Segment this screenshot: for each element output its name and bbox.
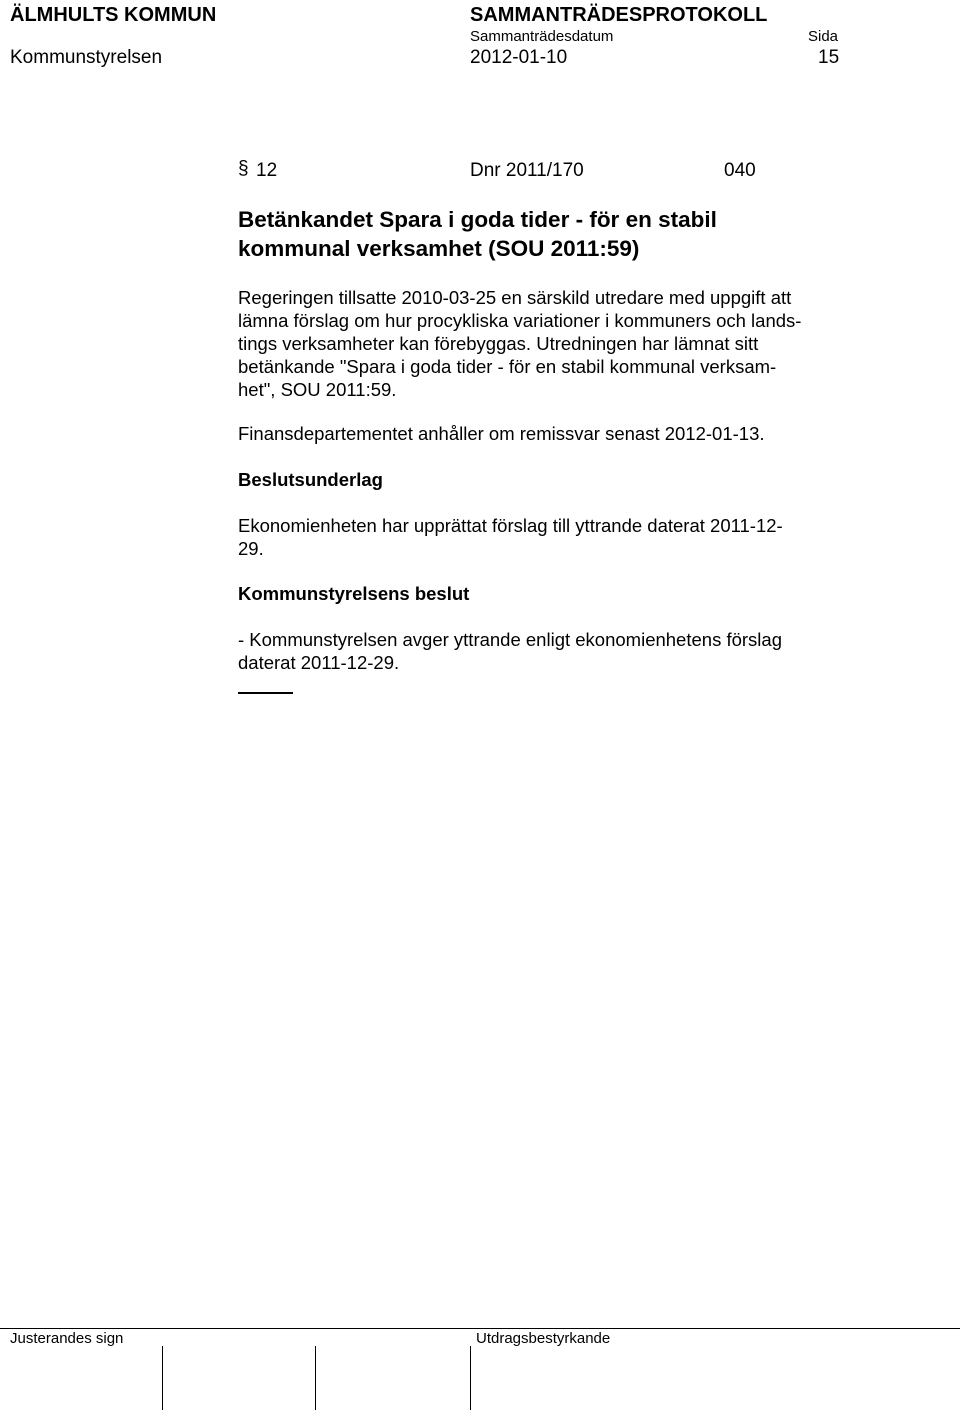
beslut-heading: Kommunstyrelsens beslut xyxy=(238,583,470,604)
paragraph-line: 29. xyxy=(238,538,264,559)
paragraph-line: het", SOU 2011:59. xyxy=(238,379,397,400)
archive-code: 040 xyxy=(724,160,756,181)
end-rule xyxy=(238,692,293,694)
paragraph-line: daterat 2011-12-29. xyxy=(238,652,400,673)
section-symbol: § xyxy=(238,158,249,179)
signature-box-divider xyxy=(470,1346,471,1410)
meeting-date-label: Sammanträdesdatum xyxy=(470,28,614,45)
footer-rule xyxy=(0,1328,960,1329)
municipality-name: ÄLMHULTS KOMMUN xyxy=(10,4,217,26)
remiss-paragraph: Finansdepartementet anhåller om remissvar senast 2012-01-13. xyxy=(238,423,765,444)
beslutsunderlag-heading: Beslutsunderlag xyxy=(238,469,383,490)
item-title xyxy=(238,205,717,263)
beslut-paragraph xyxy=(238,628,782,674)
beslutsunderlag-paragraph xyxy=(238,514,783,560)
title-line: kommunal verksamhet (SOU 2011:59) xyxy=(238,236,640,261)
paragraph-line: - Kommunstyrelsen avger yttrande enligt ekonomienhetens förslag xyxy=(238,629,782,650)
page-number: 15 xyxy=(818,47,840,68)
signature-box-divider xyxy=(162,1346,163,1410)
title-line: Betänkandet Spara i goda tider - för en stabil xyxy=(238,207,717,232)
document-type: SAMMANTRÄDESPROTOKOLL xyxy=(470,4,768,26)
diary-number: Dnr 2011/170 xyxy=(470,160,584,181)
item-number: 12 xyxy=(256,160,278,181)
justerandes-sign-label: Justerandes sign xyxy=(10,1330,124,1347)
intro-paragraph xyxy=(238,286,801,401)
paragraph-line: Ekonomienheten har upprättat förslag till yttrande daterat 2011-12- xyxy=(238,515,783,536)
meeting-date: 2012-01-10 xyxy=(470,47,568,68)
paragraph-line: tings verksamheter kan förebyggas. Utredningen har lämnat sitt xyxy=(238,333,759,354)
utdragsbestyrkande-label: Utdragsbestyrkande xyxy=(476,1330,611,1347)
paragraph-line: lämna förslag om hur procykliska variationer i kommuners och lands- xyxy=(238,310,802,331)
signature-box-divider xyxy=(315,1346,316,1410)
page-label: Sida xyxy=(808,28,839,45)
paragraph-line: Regeringen tillsatte 2010-03-25 en särskild utredare med uppgift att xyxy=(238,287,792,308)
committee-name: Kommunstyrelsen xyxy=(10,47,163,68)
paragraph-line: betänkande "Spara i goda tider - för en stabil kommunal verksam- xyxy=(238,356,777,377)
